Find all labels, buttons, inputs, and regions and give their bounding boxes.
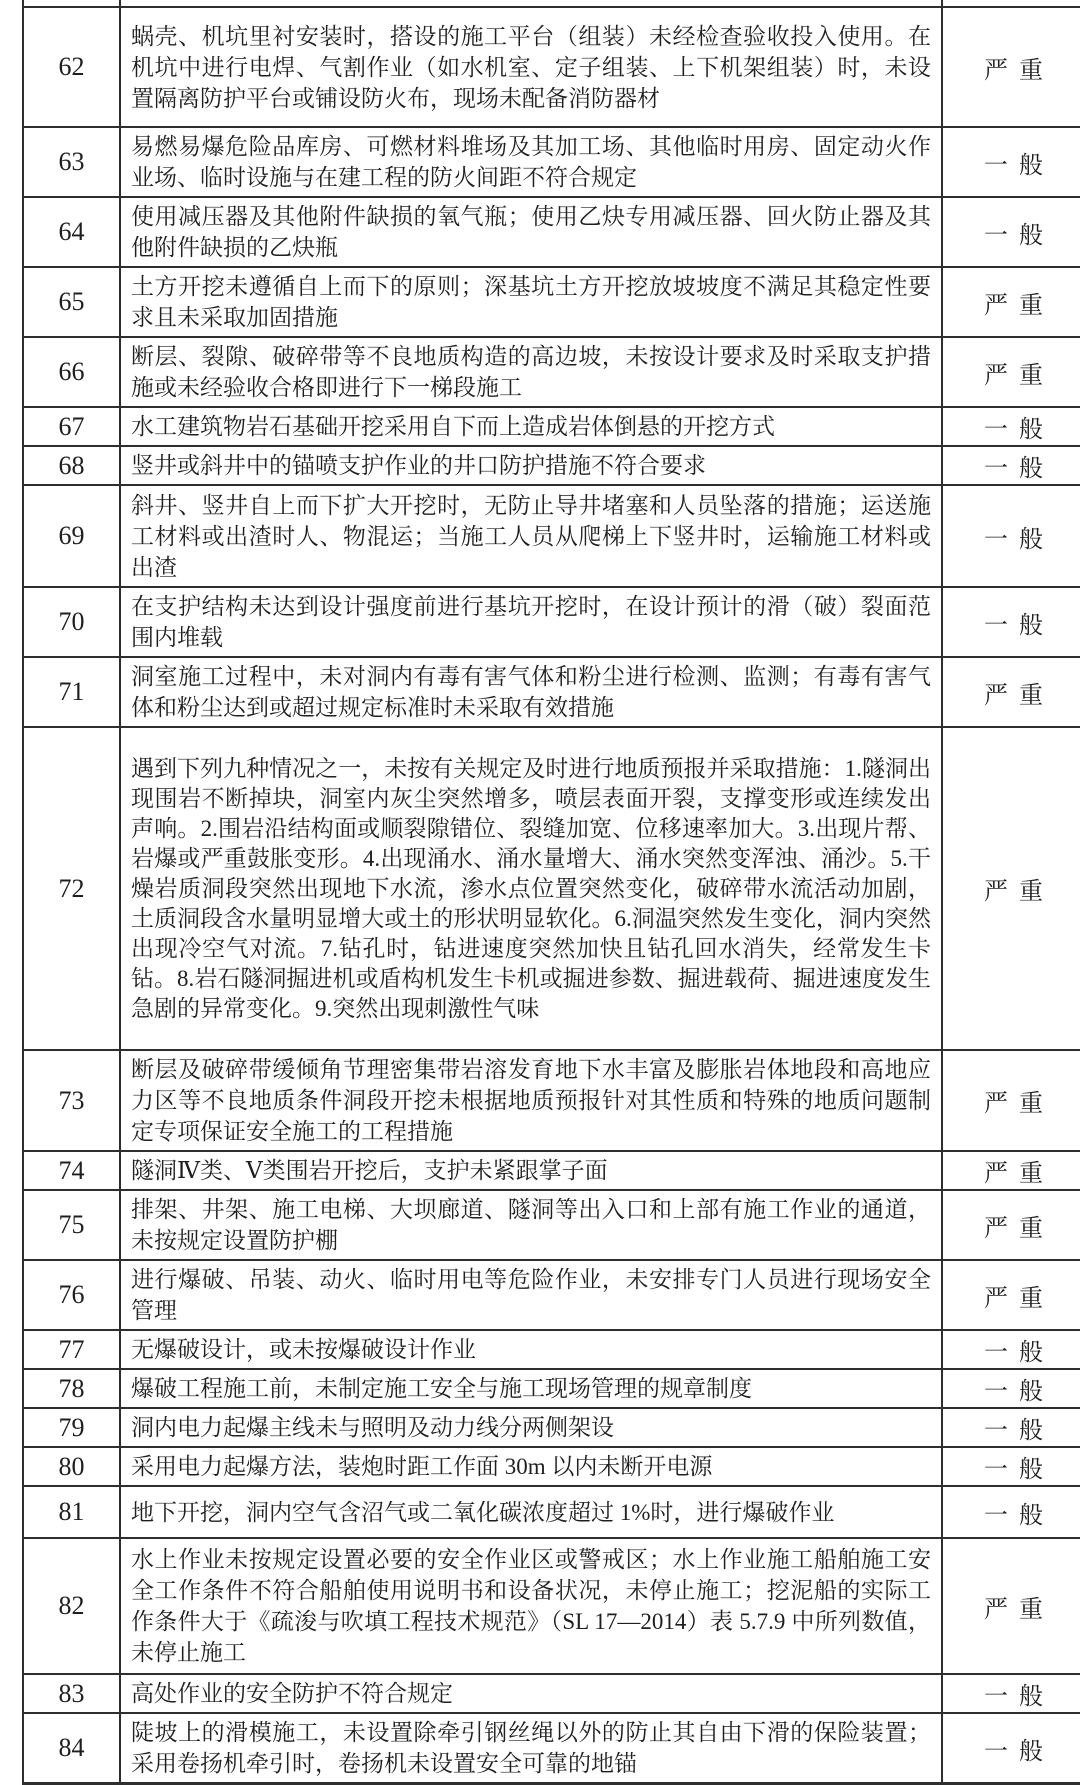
- violation-description-cell: 蜗壳、机坑里衬安装时，搭设的施工平台（组装）未经检查验收投入使用。在机坑中进行电焊、气割作业（如水机室、定子组装、上下机架组装）时，未设置隔离防护平台或铺设防火布，现场未配备消防器材: [120, 7, 942, 127]
- violation-description-cell: 竖井或斜井中的锚喷支护作业的井口防护措施不符合要求: [120, 446, 942, 485]
- violation-description-cell: 遇到下列九种情况之一，未按有关规定及时进行地质预报并采取措施：1.隧洞出现围岩不断掉块，洞室内灰尘突然增多，喷层表面开裂，支撑变形或连续发出声响。2.围岩沿结构面或顺裂隙错位、裂缝加宽、位移速率加大。3.出现片帮、岩爆或严重鼓胀变形。4.出现涌水、涌水量增大、涌水突然变浑浊、涌沙。5.干燥岩质洞段突然出现地下水流，渗水点位置突然变化，破碎带水流活动加剧，土质洞段含水量明显增大或土的形状明显软化。6.洞温突然发生变化，洞内突然出现冷空气对流。7.钻孔时，钻进速度突然加快且钻孔回水消失，经常发生卡钻。8.岩石隧洞掘进机或盾构机发生卡机或掘进参数、掘进载荷、掘进速度发生急剧的异常变化。9.突然出现刺激性气味: [120, 727, 942, 1050]
- severity-label: 严重: [984, 57, 1054, 84]
- violation-description-cell: 洞内电力起爆主线未与照明及动力线分两侧架设: [120, 1408, 942, 1447]
- severity-label: 一般: [984, 1418, 1054, 1444]
- severity-label: 一般: [984, 456, 1054, 482]
- violation-description-cell: 爆破工程施工前，未制定施工安全与施工现场管理的规章制度: [120, 1369, 942, 1408]
- severity-cell: [942, 1260, 1080, 1330]
- row-number-cell: 73: [23, 1050, 120, 1151]
- table-row: [23, 1260, 1080, 1330]
- violation-description-cell: 易燃易爆危险品库房、可燃材料堆场及其加工场、其他临时用房、固定动火作业场、临时设施与在建工程的防火间距不符合规定: [120, 127, 942, 197]
- row-number-cell: 72: [23, 727, 120, 1050]
- violation-description-cell: 进行爆破、吊装、动火、临时用电等危险作业，未安排专门人员进行现场安全管理: [120, 1260, 942, 1330]
- table-row: [23, 1190, 1080, 1260]
- severity-cell: [942, 727, 1080, 1050]
- severity-cell: [942, 1486, 1080, 1538]
- severity-cell: [942, 197, 1080, 267]
- violation-description-cell: 断层、裂隙、破碎带等不良地质构造的高边坡，未按设计要求及时采取支护措施或未经验收合格即进行下一梯段施工: [120, 337, 942, 407]
- severity-cell: [942, 1408, 1080, 1447]
- severity-cell: [942, 485, 1080, 587]
- violation-description-cell: 无爆破设计，或未按爆破设计作业: [120, 1330, 942, 1369]
- severity-label: 严重: [984, 292, 1054, 319]
- row-number-cell: 79: [23, 1408, 120, 1447]
- severity-cell: [942, 446, 1080, 485]
- severity-label: 严重: [984, 362, 1054, 389]
- severity-cell: [942, 657, 1080, 727]
- violation-description-cell: 在支护结构未达到设计强度前进行基坑开挖时，在设计预计的滑（破）裂面范围内堆载: [120, 587, 942, 657]
- violation-description-cell: 洞室施工过程中，未对洞内有毒有害气体和粉尘进行检测、监测；有毒有害气体和粉尘达到或超过规定标准时未采取有效措施: [120, 657, 942, 727]
- severity-label: 一般: [984, 612, 1054, 639]
- severity-label: 一般: [984, 417, 1054, 443]
- severity-cell: [942, 1447, 1080, 1486]
- table-row: [23, 485, 1080, 587]
- table-row: [23, 1330, 1080, 1369]
- row-number-cell: 84: [23, 1713, 120, 1784]
- severity-cell: [942, 1190, 1080, 1260]
- table-row: [23, 1713, 1080, 1784]
- severity-cell: [942, 0, 1080, 7]
- violation-description-cell: 断层及破碎带缓倾角节理密集带岩溶发育地下水丰富及膨胀岩体地段和高地应力区等不良地质条件洞段开挖未根据地质预报针对其性质和特殊的地质问题制定专项保证安全施工的工程措施: [120, 1050, 942, 1151]
- cutoff-row: [23, 0, 1080, 7]
- severity-cell: [942, 1369, 1080, 1408]
- table-row: [23, 197, 1080, 267]
- table-row: [23, 1050, 1080, 1151]
- row-number-cell: 70: [23, 587, 120, 657]
- table-row: [23, 1151, 1080, 1190]
- row-number-cell: 77: [23, 1330, 120, 1369]
- severity-label: 一般: [984, 152, 1054, 179]
- row-number-cell: 69: [23, 485, 120, 587]
- table-row: [23, 127, 1080, 197]
- row-number-cell: 83: [23, 1674, 120, 1713]
- row-number-cell: 68: [23, 446, 120, 485]
- severity-label: 一般: [984, 1340, 1054, 1366]
- row-number-cell: 62: [23, 7, 120, 127]
- severity-label: 严重: [984, 1215, 1054, 1242]
- violation-description-cell: 地下开挖，洞内空气含沼气或二氧化碳浓度超过 1%时，进行爆破作业: [120, 1486, 942, 1538]
- table-row: [23, 337, 1080, 407]
- severity-label: 严重: [984, 682, 1054, 709]
- row-number-cell: 63: [23, 127, 120, 197]
- table-row: [23, 1538, 1080, 1674]
- table-row: [23, 1674, 1080, 1713]
- table-row: [23, 446, 1080, 485]
- row-number-cell: [23, 0, 120, 7]
- row-number-cell: 64: [23, 197, 120, 267]
- severity-label: 一般: [984, 222, 1054, 249]
- severity-cell: [942, 587, 1080, 657]
- row-number-cell: 82: [23, 1538, 120, 1674]
- table-row: [23, 1369, 1080, 1408]
- severity-cell: [942, 1050, 1080, 1151]
- severity-label: 严重: [984, 1285, 1054, 1312]
- violation-description-cell: 使用减压器及其他附件缺损的氧气瓶；使用乙炔专用减压器、回火防止器及其他附件缺损的乙炔瓶: [120, 197, 942, 267]
- table-row: [23, 7, 1080, 127]
- row-number-cell: 66: [23, 337, 120, 407]
- violation-description-cell: 土方开挖未遵循自上而下的原则；深基坑土方开挖放坡坡度不满足其稳定性要求且未采取加固措施: [120, 267, 942, 337]
- row-number-cell: 74: [23, 1151, 120, 1190]
- severity-cell: [942, 1538, 1080, 1674]
- severity-cell: [942, 1330, 1080, 1369]
- violations-table-body: [23, 0, 1080, 1784]
- table-row: [23, 1408, 1080, 1447]
- severity-cell: [942, 267, 1080, 337]
- table-row: [23, 587, 1080, 657]
- row-number-cell: 71: [23, 657, 120, 727]
- severity-cell: [942, 7, 1080, 127]
- table-row: [23, 1447, 1080, 1486]
- violation-description-cell: 水上作业未按规定设置必要的安全作业区或警戒区；水上作业施工船舶施工安全工作条件不符合船舶使用说明书和设备状况，未停止施工；挖泥船的实际工作条件大于《疏浚与吹填工程技术规范》（SL 17—2014）表 5.7.9 中所列数值，未停止施工: [120, 1538, 942, 1674]
- severity-label: 严重: [984, 1161, 1054, 1187]
- severity-label: 一般: [984, 1684, 1054, 1710]
- row-number-cell: 80: [23, 1447, 120, 1486]
- row-number-cell: 65: [23, 267, 120, 337]
- severity-cell: [942, 1674, 1080, 1713]
- table-row: [23, 1486, 1080, 1538]
- violation-description-cell: 隧洞Ⅳ类、Ⅴ类围岩开挖后，支护未紧跟掌子面: [120, 1151, 942, 1190]
- severity-cell: [942, 1151, 1080, 1190]
- table-row: [23, 267, 1080, 337]
- severity-label: 一般: [984, 1502, 1054, 1529]
- violation-description-cell: [120, 0, 942, 7]
- severity-label: 严重: [984, 879, 1054, 905]
- row-number-cell: 67: [23, 407, 120, 446]
- violation-description-cell: 高处作业的安全防护不符合规定: [120, 1674, 942, 1713]
- severity-cell: [942, 407, 1080, 446]
- severity-label: 一般: [984, 1457, 1054, 1483]
- violation-description-cell: 采用电力起爆方法，装炮时距工作面 30m 以内未断开电源: [120, 1447, 942, 1486]
- table-row: [23, 407, 1080, 446]
- violation-description-cell: 排架、井架、施工电梯、大坝廊道、隧洞等出入口和上部有施工作业的通道，未按规定设置防护棚: [120, 1190, 942, 1260]
- row-number-cell: 75: [23, 1190, 120, 1260]
- violation-description-cell: 陡坡上的滑模施工，未设置除牵引钢丝绳以外的防止其自由下滑的保险装置；采用卷扬机牵引时，卷扬机未设置安全可靠的地锚: [120, 1713, 942, 1784]
- severity-label: 严重: [984, 1091, 1054, 1117]
- violation-description-cell: 斜井、竖井自上而下扩大开挖时，无防止导井堵塞和人员坠落的措施；运送施工材料或出渣时人、物混运；当施工人员从爬梯上下竖井时，运输施工材料或出渣: [120, 485, 942, 587]
- severity-cell: [942, 127, 1080, 197]
- row-number-cell: 78: [23, 1369, 120, 1408]
- violation-description-cell: 水工建筑物岩石基础开挖采用自下而上造成岩体倒悬的开挖方式: [120, 407, 942, 446]
- severity-label: 一般: [984, 1738, 1054, 1765]
- table-row: [23, 727, 1080, 1050]
- severity-label: 一般: [984, 1379, 1054, 1405]
- safety-violations-table: [22, 0, 1080, 1785]
- row-number-cell: 81: [23, 1486, 120, 1538]
- row-number-cell: 76: [23, 1260, 120, 1330]
- severity-cell: [942, 337, 1080, 407]
- table-row: [23, 657, 1080, 727]
- severity-label: 严重: [984, 1596, 1054, 1623]
- severity-label: 一般: [984, 526, 1054, 553]
- severity-cell: [942, 1713, 1080, 1784]
